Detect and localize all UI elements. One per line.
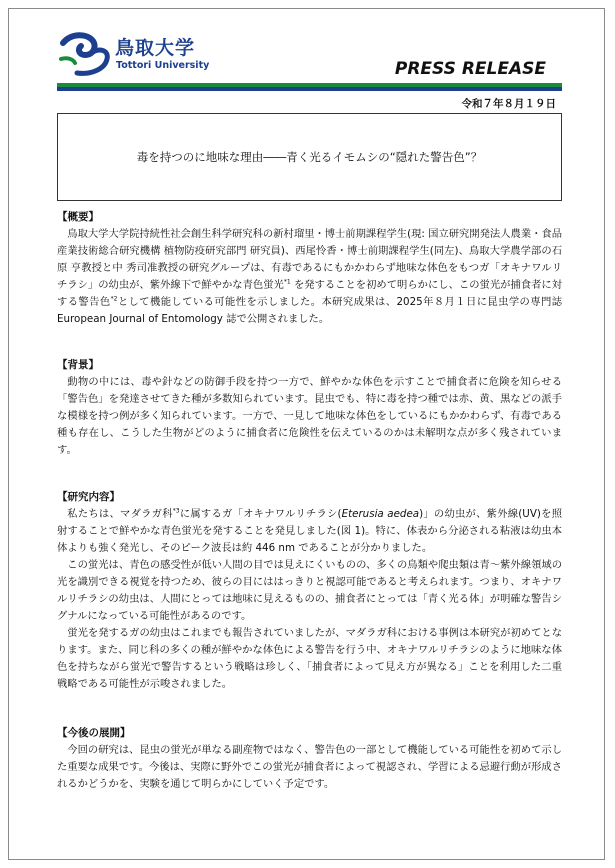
title-box	[57, 113, 562, 201]
header-rule-blue	[57, 87, 562, 91]
overview-paragraph: 鳥取大学大学院持続性社会創生科学研究科の新村瑠里・博士前期課程学生(現: 国立研究開発法人農業・食品産業技術総合研究機構 植物防疫研究部門 研究員)、西尾怜香・博士前期課程学生(同左)、鳥取大学農学部の石原 亨教授と中 秀司准教授の研究グループは、有毒であるにもかかわらず地味な体色をもつガ「オキナワルリチラシ」の幼虫が、紫外線下で鮮やかな青色蛍光$^{*1}$ を発することを初めて明らかにし、この蛍光が捕食者に対する警告色$^{*2}$として機能している可能性を示しました。本研究成果は、2025年８月１日に昆虫学の専門誌 European Journal of Entomology 誌で公開されました。	[57, 228, 563, 325]
press-release-label: PRESS RELEASE	[394, 59, 546, 79]
research-paragraph-2: この蛍光は、青色の感受性が低い人間の目では見えにくいものの、多くの鳥類や爬虫類は青～紫外線領域の光を識別できる視覚を持つため、彼らの目にははっきりと視認可能であると考えられます。つまり、オキナワルリチラシの幼虫は、人間にとっては地味に見えるものの、捕食者にとっては「青く光る体」が明確な警告シグナルになっている可能性があるのです。	[57, 559, 562, 622]
logo-japanese-name: 鳥取大学	[115, 37, 196, 59]
future-heading: 【今後の展開】	[57, 727, 131, 739]
overview-section	[57, 209, 562, 328]
press-release-page	[8, 8, 605, 860]
research-paragraph-1: 私たちは、マダラガ科$^{*3}$に属するガ「オキナワルリチラシ(Eterusia aedea)」の幼虫が、紫外線(UV)を照射することで鮮やかな青色蛍光を発することを発見しました(図 1)。特に、体表から分泌される粘液は幼虫本体よりも強く発光し、そのピーク波長は約 446 nm であることが分かりました。	[57, 507, 562, 554]
overview-heading: 【概要】	[57, 211, 99, 223]
background-heading: 【背景】	[57, 359, 99, 371]
research-paragraph-3: 蛍光を発するガの幼虫はこれまでも報告されていましたが、マダラガ科における事例は本研究が初めてとなります。また、同じ科の多くの種が鮮やかな体色による警告を行う中、オキナワルリチラシのように地味な体色を持ちながら蛍光で警告するという戦略は珍しく、「捕食者によって見え方が異なる」ことを利用した二重戦略である可能性が示唆されました。	[57, 627, 562, 690]
university-logo	[57, 29, 227, 85]
research-section	[57, 489, 562, 693]
logo-english-name: Tottori University	[116, 60, 210, 71]
species-name: Eterusia aedea	[341, 508, 420, 520]
future-section	[57, 725, 562, 793]
university-emblem-icon	[57, 29, 113, 77]
research-heading: 【研究内容】	[57, 491, 120, 503]
release-date: 令和７年８月１９日	[461, 98, 556, 110]
future-paragraph: 今回の研究は、昆虫の蛍光が単なる副産物ではなく、警告色の一部として機能している可能性を初めて示した重要な成果です。今後は、実際に野外でこの蛍光が捕食者によって視認され、学習による忌避行動が形成されるかどうかを、実験を通じて明らかにしていく予定です。	[57, 744, 562, 790]
background-paragraph: 動物の中には、毒や針などの防御手段を持つ一方で、鮮やかな体色を示すことで捕食者に危険を知らせる「警告色」を発達させてきた種が多数知られています。昆虫でも、特に毒を持つ種では赤、黄、黒などの派手な模様を持つ例が多く知られています。一方で、一見して地味な体色をしているにもかかわらず、有毒である種も存在し、こうした生物がどのように捕食者に危険性を伝えているのかは未解明な点が多く残されています。	[57, 376, 562, 456]
background-section	[57, 357, 562, 459]
release-title: 毒を持つのに地味な理由――青く光るイモムシの“隠れた警告色”？	[136, 150, 483, 164]
